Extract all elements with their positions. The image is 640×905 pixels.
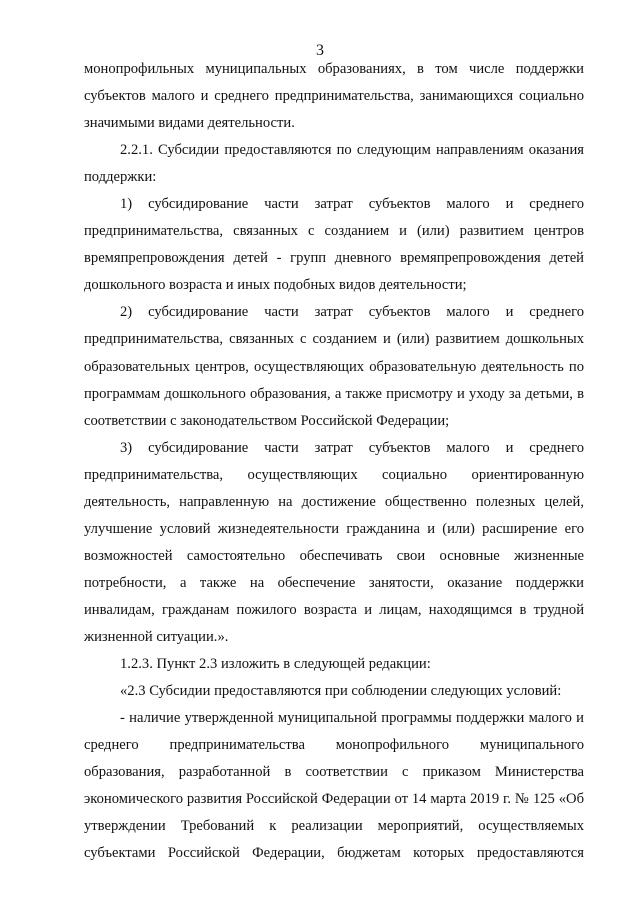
paragraph-item-1: 1) субсидирование части затрат субъектов малого и среднего предпринимательства, связанных с созданием и (или) развитием центров времяпрепровождения детей - групп дневного времяпрепровождения детей дошкольного возраста и иных подобных видов деятельности; bbox=[84, 196, 584, 294]
paragraph-1-2-3: 1.2.3. Пункт 2.3 изложить в следующей редакции: bbox=[120, 656, 431, 673]
paragraph-continuation: монопрофильных муниципальных образованиях, в том числе поддержки субъектов малого и среднего предпринимательства, занимающихся социально значимыми видами деятельности. bbox=[84, 61, 584, 132]
paragraph-2-2-1: 2.2.1. Субсидии предоставляются по следующим направлениям оказания поддержки: bbox=[84, 142, 584, 186]
document-body bbox=[84, 56, 584, 867]
paragraph-2-3-quote: «2.3 Субсидии предоставляются при соблюдении следующих условий: bbox=[120, 683, 562, 700]
paragraph-item-2: 2) субсидирование части затрат субъектов малого и среднего предпринимательства, связанных с созданием и (или) развитием дошкольных образовательных центров, осуществляющих образовательную деятельность по программам дошкольного образования, а также присмотру и уходу за детьми, в соответствии с законодательством Российской Федерации; bbox=[84, 304, 584, 429]
paragraph-item-3: 3) субсидирование части затрат субъектов малого и среднего предпринимательства, осуществляющих социально ориентированную деятельность, направленную на достижение общественно полезных целей, улучшение условий жизнедеятельности гражданина и (или) расширение его возможностей самостоятельно обеспечивать свои основные жизненные потребности, а также на обеспечение занятости, оказание поддержки инвалидам, гражданам пожилого возраста и лицам, находящимся в трудной жизненной ситуации.». bbox=[84, 439, 584, 645]
paragraph-condition: - наличие утвержденной муниципальной программы поддержки малого и среднего предпринимательства монопрофильного муниципального образования, разработанной в соответствии с приказом Министерства экономического развития Российской Федерации от 14 марта 2019 г. № 125 «Об утверждении Требований к реализации мероприятий, осуществляемых субъектами Российской Федерации, бюджетам которых предоставляются bbox=[84, 710, 584, 862]
page-number: 3 bbox=[316, 42, 324, 59]
